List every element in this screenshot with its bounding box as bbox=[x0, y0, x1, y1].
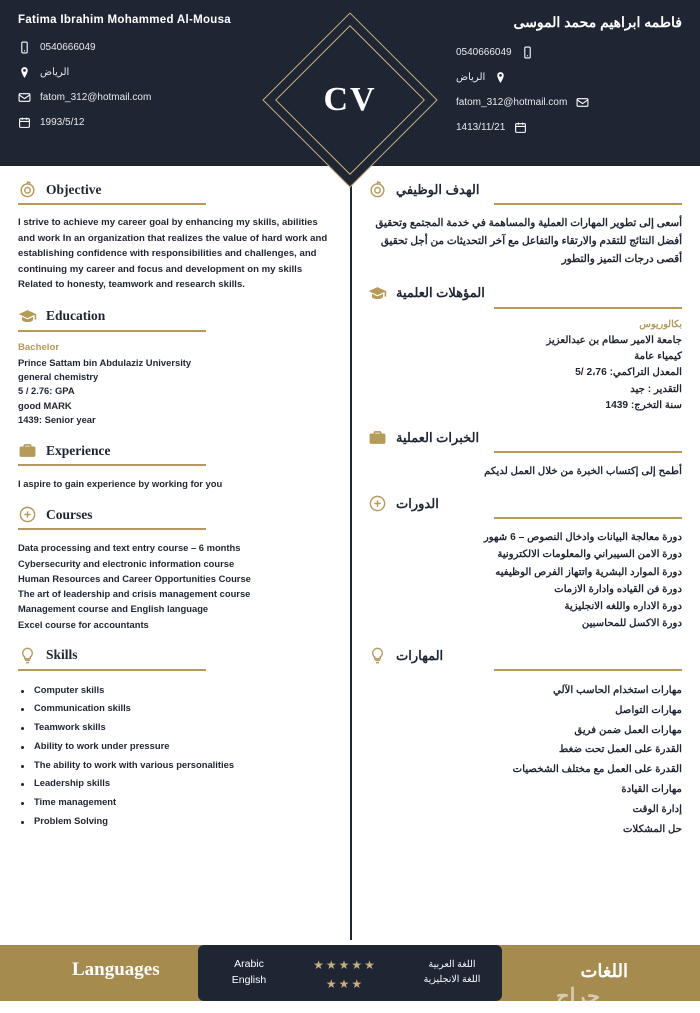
section-rule bbox=[494, 307, 682, 309]
education-line: good MARK bbox=[18, 399, 72, 411]
course-item: دورة الاكسل للمحاسبين bbox=[581, 618, 682, 630]
contact-phone-ar bbox=[456, 45, 682, 60]
language-name-ar: اللغة الانجليزية bbox=[423, 974, 481, 986]
cv-logo-text: CV bbox=[323, 81, 377, 118]
language-name-en: English bbox=[231, 974, 267, 987]
section-courses-ar-header bbox=[368, 494, 682, 513]
skill-item: مهارات القيادة bbox=[621, 783, 682, 795]
graduation-cap-icon bbox=[368, 284, 387, 303]
education-line: 1439: Senior year bbox=[18, 413, 96, 425]
section-rule bbox=[18, 669, 206, 671]
envelope-icon bbox=[576, 96, 589, 109]
briefcase-icon bbox=[18, 441, 37, 460]
course-item: Data processing and text entry course – 6 months bbox=[18, 542, 241, 554]
language-names-en bbox=[218, 956, 280, 989]
course-item: Management course and English language bbox=[18, 603, 209, 615]
candidate-name-ar: فاطمه ابراهيم محمد الموسى bbox=[513, 14, 682, 30]
contact-birthdate-ar-value: 1413/11/21 bbox=[456, 122, 506, 133]
cv-footer-languages bbox=[0, 945, 700, 1013]
section-education-ar bbox=[368, 284, 682, 415]
graduation-cap-icon bbox=[18, 307, 37, 326]
education-degree-en: Bachelor bbox=[18, 341, 60, 353]
course-item: دورة الامن السيبراني والمعلومات الالكترونية bbox=[497, 549, 682, 561]
section-experience-en-header bbox=[18, 441, 332, 460]
education-degree-ar: بكالوريوس bbox=[639, 318, 682, 330]
experience-text-ar: أطمح إلى إكتساب الخبرة من خلال العمل لديكم bbox=[484, 466, 682, 478]
center-divider bbox=[350, 150, 352, 940]
section-courses-en-header bbox=[18, 505, 332, 524]
language-name-en: Arabic bbox=[234, 958, 264, 970]
section-courses-ar bbox=[368, 494, 682, 632]
skill-item: Teamwork skills bbox=[18, 718, 332, 737]
contact-location-en-value: الرياض bbox=[40, 67, 70, 78]
section-skills-en-header bbox=[18, 646, 332, 665]
course-item: دورة فن القياده وادارة الازمات bbox=[554, 583, 682, 595]
education-line: كيمياء عامة bbox=[634, 350, 682, 362]
contact-location-en bbox=[18, 65, 244, 80]
contact-email-ar-value[interactable]: fatom_312@hotmail.com bbox=[456, 97, 568, 108]
section-skills-ar bbox=[368, 646, 682, 839]
education-line: Prince Sattam bin Abdulaziz University bbox=[18, 356, 192, 368]
contact-birthdate-ar bbox=[456, 120, 682, 135]
contact-phone-en-value: 0540666049 bbox=[40, 42, 96, 53]
skill-item: Communication skills bbox=[18, 699, 332, 718]
skill-item: إدارة الوقت bbox=[632, 803, 682, 815]
skill-item: Leadership skills bbox=[18, 774, 332, 793]
location-pin-icon bbox=[494, 71, 507, 84]
column-arabic bbox=[350, 166, 700, 945]
skill-item: القدرة على العمل تحت ضغط bbox=[558, 744, 682, 756]
language-ratings bbox=[302, 956, 388, 994]
contact-birthdate-en bbox=[18, 115, 244, 130]
section-objective-en bbox=[18, 180, 332, 293]
course-item: Cybersecurity and electronic information course bbox=[18, 557, 235, 569]
section-objective-ar bbox=[368, 180, 682, 270]
section-skills-en-title: Skills bbox=[46, 647, 78, 663]
section-education-ar-header bbox=[368, 284, 682, 303]
phone-icon bbox=[18, 41, 31, 54]
section-rule bbox=[494, 203, 682, 205]
objective-text-en: I strive to achieve my career goal by enhancing my skills, abilities and work In an organization that realizes the value of hard work and establishing confidence with responsibilities and challenges, and continuing my career and focus and development on my skills Related to honesty, teamwork and research skills. bbox=[18, 217, 328, 291]
section-experience-ar-title: الخبرات العملية bbox=[396, 429, 480, 445]
language-name-ar: اللغة العربية bbox=[428, 959, 476, 970]
target-icon bbox=[18, 180, 37, 199]
languages-label-ar: اللغات bbox=[580, 961, 628, 981]
course-item: دورة الاداره واللغه الانجليزية bbox=[564, 600, 682, 612]
education-line: 5 / 2.76: GPA bbox=[18, 385, 75, 397]
section-education-en-header bbox=[18, 307, 332, 326]
star-rating: ★★★★★ bbox=[313, 958, 377, 972]
section-skills-ar-header bbox=[368, 646, 682, 665]
section-education-ar-title: المؤهلات العلمية bbox=[396, 285, 485, 301]
section-skills-en bbox=[18, 646, 332, 831]
section-rule bbox=[494, 669, 682, 671]
skills-list-en bbox=[18, 681, 332, 831]
contact-location-ar-value: الرياض bbox=[456, 72, 486, 83]
contact-phone-en bbox=[18, 40, 244, 55]
cv-logo bbox=[262, 12, 438, 188]
language-names-ar bbox=[412, 957, 492, 987]
briefcase-icon bbox=[368, 428, 387, 447]
contact-email-ar bbox=[456, 95, 682, 110]
plus-circle-icon bbox=[18, 505, 37, 524]
phone-icon bbox=[521, 46, 534, 59]
skill-item: مهارات العمل ضمن فريق bbox=[574, 724, 682, 736]
section-rule bbox=[18, 330, 206, 332]
education-line: جامعة الامير سطام بن عبدالعزيز bbox=[546, 334, 682, 346]
skill-item: القدرة على العمل مع مختلف الشخصيات bbox=[512, 764, 682, 776]
calendar-icon bbox=[514, 121, 527, 134]
education-line: التقدير : جيد bbox=[630, 383, 682, 395]
header-left-english bbox=[0, 0, 262, 140]
education-line: المعدل التراكمي: 2،76 /5 bbox=[575, 367, 682, 379]
header-right-arabic bbox=[438, 0, 700, 145]
contact-birthdate-en-value: 1993/5/12 bbox=[40, 117, 85, 128]
section-experience-en bbox=[18, 441, 332, 491]
contact-phone-ar-value: 0540666049 bbox=[456, 47, 512, 58]
skill-item: Computer skills bbox=[18, 681, 332, 700]
course-item: دورة الموارد البشرية واتتهاز الفرص الوظيفيه bbox=[495, 566, 682, 578]
objective-text-ar: أسعى إلى تطوير المهارات العملية والمساهمة في خدمة المجتمع وتحقيق أفضل النتائج للتقدم والارتقاء والتفاعل مع آخر التحديثات من أجل تحقيق أقصى درجات التميز والتطور bbox=[375, 218, 682, 266]
course-item: Excel course for accountants bbox=[18, 618, 149, 630]
section-courses-ar-title: الدورات bbox=[396, 495, 439, 511]
lightbulb-icon bbox=[368, 646, 387, 665]
section-rule bbox=[18, 528, 206, 530]
candidate-name-en: Fatima Ibrahim Mohammed Al-Mousa bbox=[18, 14, 232, 26]
section-rule bbox=[494, 517, 682, 519]
section-courses-en bbox=[18, 505, 332, 631]
course-item: دورة معالجة البيانات وادخال النصوص – 6 شهور bbox=[483, 532, 682, 544]
section-education-en-title: Education bbox=[46, 308, 106, 324]
contact-location-ar bbox=[456, 70, 682, 85]
contact-email-en bbox=[18, 90, 244, 105]
languages-label-en: Languages bbox=[72, 959, 160, 980]
skill-item: مهارات التواصل bbox=[615, 704, 682, 716]
section-courses-en-title: Courses bbox=[46, 506, 93, 522]
contact-email-en-value[interactable]: fatom_312@hotmail.com bbox=[40, 92, 152, 103]
calendar-icon bbox=[18, 116, 31, 129]
lightbulb-icon bbox=[18, 646, 37, 665]
skills-list-ar bbox=[368, 681, 682, 839]
experience-text-en: I aspire to gain experience by working for you bbox=[18, 478, 223, 490]
plus-circle-icon bbox=[368, 494, 387, 513]
envelope-icon bbox=[18, 91, 31, 104]
section-skills-ar-title: المهارات bbox=[396, 647, 444, 663]
skill-item: Ability to work under pressure bbox=[18, 737, 332, 756]
star-rating: ★★★ bbox=[325, 977, 365, 992]
column-english bbox=[0, 166, 350, 945]
section-education-en bbox=[18, 307, 332, 427]
course-item: Human Resources and Career Opportunities Course bbox=[18, 572, 251, 584]
section-objective-ar-title: الهدف الوظيفي bbox=[396, 181, 480, 197]
skill-item: The ability to work with various personalities bbox=[18, 756, 332, 775]
education-line: سنة التخرج: 1439 bbox=[605, 399, 682, 411]
skill-item: Problem Solving bbox=[18, 812, 332, 831]
section-rule bbox=[494, 451, 682, 453]
skill-item: حل المشكلات bbox=[622, 823, 682, 835]
skill-item: مهارات استخدام الحاسب الآلي bbox=[553, 685, 682, 697]
course-item: The art of leadership and crisis management course bbox=[18, 588, 251, 600]
section-rule bbox=[18, 464, 206, 466]
section-experience-ar bbox=[368, 428, 682, 480]
location-pin-icon bbox=[18, 66, 31, 79]
watermark-text: حراج bbox=[556, 985, 600, 1008]
skill-item: Time management bbox=[18, 793, 332, 812]
education-line: general chemistry bbox=[18, 370, 99, 382]
section-experience-en-title: Experience bbox=[46, 442, 111, 458]
section-objective-en-title: Objective bbox=[46, 181, 102, 197]
section-experience-ar-header bbox=[368, 428, 682, 447]
section-rule bbox=[18, 203, 206, 205]
